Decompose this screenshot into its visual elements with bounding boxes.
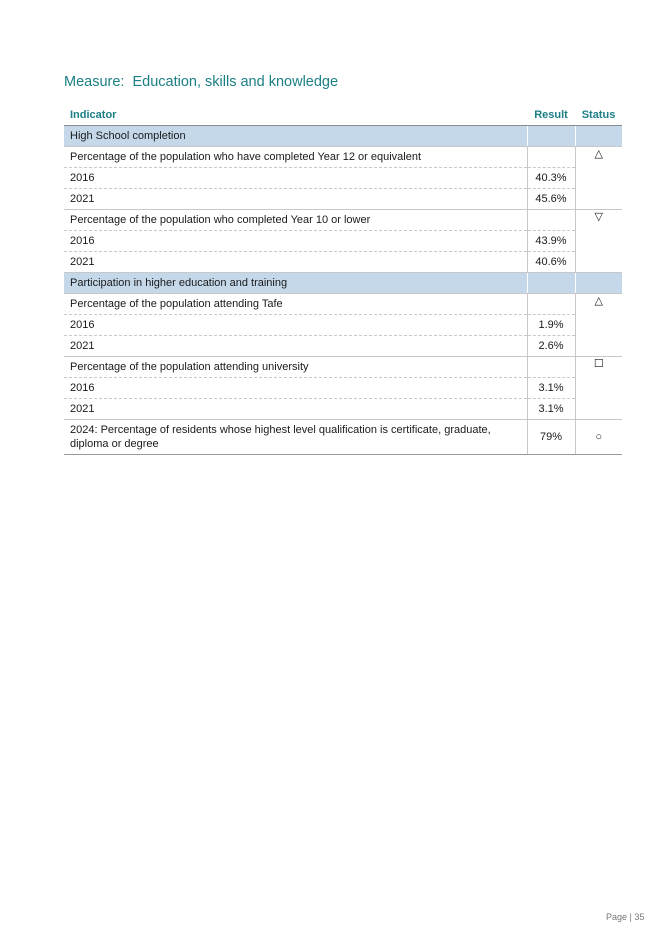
status-cell <box>575 147 622 210</box>
indicator-row <box>64 147 622 168</box>
page-heading: Measure: Education, skills and knowledge <box>64 74 339 90</box>
year-row <box>64 231 622 252</box>
result-value: 1.9% <box>527 315 575 336</box>
indicator-label: Percentage of the population attending university <box>64 357 527 378</box>
result-value: 40.6% <box>527 252 575 273</box>
indicator-label: Percentage of the population who completed Year 10 or lower <box>64 210 527 231</box>
year-label: 2021 <box>64 336 527 357</box>
indicator-label: 2024: Percentage of residents whose highest level qualification is certificate, graduate, diploma or degree <box>64 420 527 455</box>
header-indicator: Indicator <box>64 105 527 126</box>
indicator-table <box>64 105 622 455</box>
year-row <box>64 189 622 210</box>
triangle-up-icon: △ <box>594 148 603 160</box>
status-cell <box>575 294 622 357</box>
indicator-row <box>64 357 622 378</box>
year-row <box>64 378 622 399</box>
year-label: 2021 <box>64 252 527 273</box>
page-number: Page | 35 <box>606 912 645 922</box>
status-cell <box>575 357 622 420</box>
result-value: 43.9% <box>527 231 575 252</box>
section-title: High School completion <box>64 126 527 147</box>
result-value: 79% <box>527 420 575 455</box>
triangle-up-icon: △ <box>594 295 603 307</box>
section-row <box>64 273 622 294</box>
triangle-down-icon: ▽ <box>594 211 603 223</box>
year-row <box>64 168 622 189</box>
indicator-label: Percentage of the population attending Tafe <box>64 294 527 315</box>
year-row <box>64 399 622 420</box>
result-value: 3.1% <box>527 399 575 420</box>
year-label: 2016 <box>64 378 527 399</box>
header-result: Result <box>527 105 575 126</box>
year-label: 2021 <box>64 399 527 420</box>
qualification-row <box>64 420 622 455</box>
status-cell <box>575 210 622 273</box>
year-label: 2021 <box>64 189 527 210</box>
circle-icon: ○ <box>595 431 603 443</box>
year-label: 2016 <box>64 231 527 252</box>
header-status: Status <box>575 105 622 126</box>
table-header-row <box>64 105 622 126</box>
status-cell <box>575 420 622 455</box>
result-value: 45.6% <box>527 189 575 210</box>
year-label: 2016 <box>64 315 527 336</box>
indicator-row <box>64 210 622 231</box>
result-value: 40.3% <box>527 168 575 189</box>
year-row <box>64 252 622 273</box>
indicator-label: Percentage of the population who have completed Year 12 or equivalent <box>64 147 527 168</box>
year-row <box>64 315 622 336</box>
square-icon: ☐ <box>593 358 604 370</box>
section-title: Participation in higher education and training <box>64 273 527 294</box>
year-row <box>64 336 622 357</box>
result-value: 3.1% <box>527 378 575 399</box>
indicator-row <box>64 294 622 315</box>
result-value: 2.6% <box>527 336 575 357</box>
section-row <box>64 126 622 147</box>
year-label: 2016 <box>64 168 527 189</box>
